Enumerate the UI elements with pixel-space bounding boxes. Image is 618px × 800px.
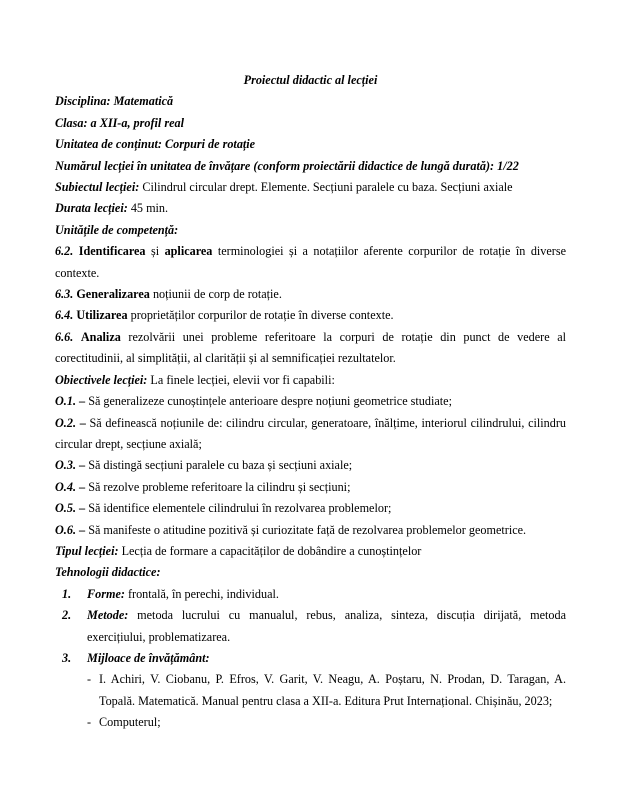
paragraph — [55, 134, 566, 155]
text-run: Analiza — [80, 329, 121, 344]
text-run: Computerul; — [99, 715, 161, 730]
text-run: Tehnologii didactice: — [55, 565, 161, 580]
text-run: Forme: — [87, 586, 128, 601]
text-run: Metode: — [87, 608, 138, 623]
text-run: Mijloace de învățământ: — [87, 650, 210, 665]
text-run: 6.6. — [55, 329, 81, 344]
text-run: Utilizarea — [76, 308, 128, 323]
text-run: 6.2. — [55, 244, 79, 259]
text-run: Să definească noțiunile de: cilindru circular, generatoare, înălțime, interiorul cilindrului, cilindru circular drept, secțiune axială; — [55, 415, 567, 451]
text-run: 6.4. — [55, 308, 77, 323]
paragraph — [55, 156, 566, 177]
text-run: Unitățile de competență: — [55, 222, 179, 237]
text-run: Subiectul lecției: — [55, 180, 143, 195]
text-run: O.6. — [55, 522, 80, 537]
text-run: Să identifice elementele cilindrului în rezolvarea problemelor; — [88, 501, 392, 516]
text-run: Tipul lecției: — [55, 543, 122, 558]
document-content — [55, 70, 566, 734]
text-run: Să generalizeze cunoștințele anterioare despre noțiuni geometrice studiate; — [88, 394, 452, 409]
paragraph — [55, 327, 566, 370]
text-run: O.1. — [55, 394, 80, 409]
text-run: aplicarea — [164, 244, 213, 259]
text-run: metoda lucrului cu manualul, rebus, analiza, sinteza, discuția dirijată, metoda exercițiului, problematizarea. — [87, 608, 566, 644]
paragraph — [55, 370, 566, 391]
dash-list-item — [55, 712, 566, 733]
text-run: Să distingă secțiuni paralele cu baza și secțiuni axiale; — [88, 458, 353, 473]
paragraph — [55, 220, 566, 241]
document-body — [55, 91, 566, 733]
title-line — [55, 70, 566, 91]
paragraph — [55, 113, 566, 134]
text-run: Identificarea — [78, 244, 146, 259]
text-run: noțiunii de corp de rotație. — [149, 287, 282, 302]
paragraph — [55, 413, 566, 456]
text-run: O.2. — [55, 415, 80, 430]
text-run: 6.3. — [55, 287, 77, 302]
text-run: 45 min. — [130, 201, 169, 216]
list-marker: 2. — [62, 608, 72, 623]
paragraph — [55, 562, 566, 583]
text-run: Clasa: a XII-a, profil real — [55, 115, 184, 130]
text-run: terminologiei și a notațiilor aferente corpurilor de rotație în diverse contexte. — [55, 244, 567, 280]
list-marker: 3. — [62, 650, 72, 665]
text-run: Unitatea de conținut: Corpuri de rotație — [55, 137, 256, 152]
text-run: rezolvării unei probleme referitoare la corpuri de rotație din punct de vedere al corectitudinii, al simplității, al clarității și al semnificației rezultatelor. — [55, 329, 566, 366]
numbered-list-item — [55, 584, 566, 605]
text-run: O.5. — [55, 501, 80, 516]
text-run: Durata lecției: — [55, 201, 131, 216]
text-run: Obiectivele lecției: — [55, 372, 151, 387]
paragraph — [55, 391, 566, 412]
text-run: frontală, în perechi, individual. — [127, 586, 279, 601]
text-run: – — [79, 479, 89, 494]
text-run: Să manifeste o atitudine pozitivă și curiozitate față de rezolvarea problemelor geometrice. — [88, 522, 527, 537]
list-marker: - — [87, 672, 92, 687]
text-run: – — [79, 415, 90, 430]
text-run: La finele lecției, elevii vor fi capabili: — [150, 372, 335, 387]
text-run: – — [79, 394, 89, 409]
text-run: Lecția de formare a capacităților de dobândire a cunoștințelor — [121, 543, 422, 558]
text-run: Numărul lecției în unitatea de învățare (conform proiectării didactice de lungă durată): 1/22 — [55, 158, 519, 173]
list-marker: 1. — [62, 586, 72, 601]
paragraph — [55, 91, 566, 112]
paragraph — [55, 520, 566, 541]
paragraph — [55, 284, 566, 305]
text-run: proprietăților corpurilor de rotație în diverse contexte. — [127, 308, 394, 323]
paragraph — [55, 477, 566, 498]
paragraph — [55, 241, 566, 284]
text-run: – — [79, 501, 89, 516]
text-run: Disciplina: Matematică — [55, 94, 174, 109]
document-title: Proiectul didactic al lecției — [243, 73, 378, 87]
numbered-list-item — [55, 605, 566, 648]
text-run: și — [145, 244, 165, 259]
paragraph — [55, 541, 566, 562]
text-run: I. Achiri, V. Ciobanu, P. Efros, V. Garit, V. Neagu, A. Poștaru, N. Prodan, D. Taragan, A. Topală. Matematică. Manual pentru clasa a XII-a. Editura Prut Internațional. Chișinău, 2023; — [99, 672, 566, 708]
dash-list-item — [55, 669, 566, 712]
text-run: O.3. — [55, 458, 80, 473]
list-marker: - — [87, 715, 92, 730]
paragraph — [55, 305, 566, 326]
paragraph — [55, 498, 566, 519]
text-run: Cilindrul circular drept. Elemente. Secțiuni paralele cu baza. Secțiuni axiale — [142, 180, 513, 195]
paragraph — [55, 455, 566, 476]
text-run: – — [79, 458, 89, 473]
text-run: Generalizarea — [76, 287, 150, 302]
text-run: O.4. — [55, 479, 80, 494]
paragraph — [55, 177, 566, 198]
text-run: Să rezolve probleme referitoare la cilindru și secțiuni; — [88, 479, 351, 494]
text-run: – — [79, 522, 89, 537]
paragraph — [55, 198, 566, 219]
numbered-list-item — [55, 648, 566, 669]
